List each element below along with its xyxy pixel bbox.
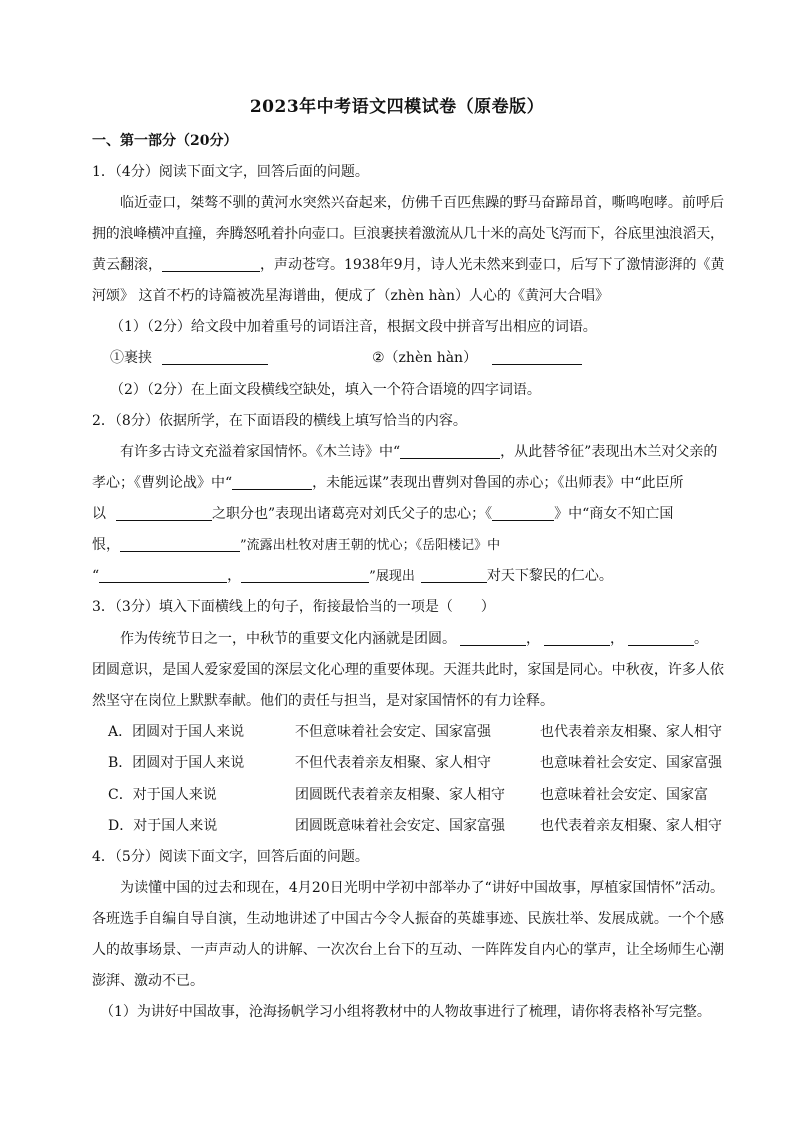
q3-blank-3[interactable] (628, 631, 694, 646)
q4-para-line3: 人的故事场景、一声声动人的讲解、一次次台上台下的互动、一阵阵发自内心的掌声，让全场师生心潮 (92, 942, 725, 958)
q1-text: ，声动苍穹。1938年9月，诗人光未然来到壶口，后写下了激情澎湃的《黄 (260, 257, 725, 273)
q3-para-line1 (120, 629, 708, 649)
q3-para-line2: 团圆意识，是国人爱家爱国的深层文化心理的重要体现。天涯共此时，家国是同心。中秋夜，许多人依 (92, 662, 725, 678)
option-part-c: 也代表着亲友相聚、家人相守 (540, 724, 722, 740)
option-part-b: 不但代表着亲友相聚、家人相守 (295, 755, 491, 771)
q1-sub2: （2）（2分）在上面文段横线空缺处，填入一个符合语境的四字词语。 (110, 382, 541, 398)
option-part-b: 团圆既代表着亲友相聚、家人相守 (295, 787, 505, 803)
q1-para-line2: 拥的浪峰横冲直撞，奔腾怒吼着扑向壶口。巨浪裹挟着激流从几十米的高处飞泻而下，谷底里浊浪滔天， (92, 226, 724, 242)
q2-text: ，从此替爷征”表现出木兰对父亲的 (500, 444, 718, 460)
q2-blank-4[interactable] (492, 506, 554, 521)
q1-para-line4: 河颂》 这首不朽的诗篇被冼星海谱曲，便成了（zhèn hàn）人心的《黄河大合唱》 (92, 288, 609, 304)
option-part-c: 也意味着社会安定、国家富 (540, 787, 708, 803)
q2-text: ”流露出杜牧对唐王朝的忧心；《岳阳楼记》中 (240, 538, 501, 553)
q3-text: ， (610, 631, 624, 647)
q2-text: 有许多古诗文充溢着家国情怀。《木兰诗》中“ (120, 444, 401, 460)
option-part-c: 也意味着社会安定、国家富强 (540, 755, 722, 771)
q1-sub1-a-blank[interactable] (162, 350, 268, 365)
q2-text: “ (92, 568, 100, 584)
q3-text: 作为传统节日之一，中秋节的重要文化内涵就是团圆。 (120, 631, 456, 647)
section-heading: 一、第一部分（20分） (92, 133, 238, 149)
q3-text: ， (526, 631, 540, 647)
q2-text: 孝心；《曹刿论战》中“ (92, 475, 233, 491)
q2-text: 恨， (92, 537, 120, 553)
q2-blank-3[interactable] (116, 506, 212, 521)
q1-para-line3 (92, 255, 725, 275)
q1-sub1-b-label: ②（zhèn hàn） (372, 350, 478, 366)
page-title: 2023年中考语文四模试卷（原卷版） (249, 97, 545, 117)
q3-blank-2[interactable] (544, 631, 610, 646)
q3-blank-1[interactable] (460, 631, 526, 646)
q1-sub1: （1）（2分）给文段中加着重号的词语注音，根据文段中拼音写出相应的词语。 (110, 319, 597, 335)
option-part-b: 不但意味着社会安定、国家富强 (295, 724, 491, 740)
q4-para-line4: 澎湃、激动不已。 (92, 973, 204, 989)
q2-blank-8[interactable] (421, 568, 487, 583)
q1-text: 黄云翻滚， (92, 257, 162, 273)
q1-sub1-item-a (110, 348, 268, 368)
q2-text: 》中“商女不知亡国 (554, 506, 674, 522)
q2-line4 (92, 535, 500, 556)
q2-text: ，未能远谋”表现出曹刿对鲁国的赤心；《出师表》中“此臣所 (312, 475, 684, 491)
q2-text: ， (227, 568, 242, 584)
q2-line3 (92, 504, 673, 524)
q4-para-line2: 各班选手自编自导自演，生动地讲述了中国古今令人振奋的英雄事迹、民族壮举、发展成就。一个个感 (92, 911, 725, 927)
option-label: C．对于国人来说 (108, 787, 217, 803)
q4-para-line1: 为读懂中国的过去和现在，4月20日光明中学初中部举办了“讲好中国故事，厚植家国情怀”活动。 (120, 880, 725, 896)
q3-stem: 3．（3分）填入下面横线上的句子，衔接最恰当的一项是（ ） (92, 599, 495, 615)
q2-blank-6[interactable] (99, 568, 227, 583)
q2-text: 以 (92, 506, 106, 522)
q2-text: ”展现出 (369, 569, 415, 584)
q1-answer-blank[interactable] (162, 257, 260, 272)
q3-para-line3: 然坚守在岗位上默默奉献。他们的责任与担当，是对家国情怀的有力诠释。 (92, 693, 554, 709)
q1-para-line1: 临近壶口，桀骜不驯的黄河水突然兴奋起来，仿佛千百匹焦躁的野马奋蹄昂首，嘶鸣咆哮。前呼后 (120, 195, 725, 211)
option-label: A．团圆对于国人来说 (108, 724, 245, 740)
q2-stem: 2．（8分）依据所学，在下面语段的横线上填写恰当的内容。 (92, 413, 467, 429)
q2-text: 之职分也”表现出诸葛亮对刘氏父子的忠心；《 (212, 506, 493, 522)
q2-line1 (120, 442, 717, 462)
q2-line2 (92, 473, 684, 493)
q1-sub1-a-label: ①裹挟 (110, 350, 152, 366)
q1-stem: 1．（4分）阅读下面文字，回答后面的问题。 (92, 164, 369, 180)
q2-text: 对天下黎民的仁心。 (486, 568, 613, 584)
q3-text: 。 (694, 631, 708, 647)
option-label: B．团圆对于国人来说 (108, 755, 245, 771)
q1-sub1-item-b (372, 348, 582, 368)
q2-blank-2[interactable] (232, 475, 312, 490)
q2-blank-1[interactable] (400, 444, 500, 459)
q2-blank-7[interactable] (241, 568, 369, 583)
option-part-c: 也代表着亲友相聚、家人相守 (540, 818, 722, 834)
q2-blank-5[interactable] (120, 537, 240, 552)
q1-sub1-b-blank[interactable] (492, 350, 582, 365)
option-label: D．对于国人来说 (108, 818, 218, 834)
q2-line5 (92, 566, 613, 587)
q4-stem: 4．（5分）阅读下面文字，回答后面的问题。 (92, 849, 369, 865)
option-part-b: 团圆既意味着社会安定、国家富强 (295, 818, 505, 834)
q4-sub1: （1）为讲好中国故事，沧海扬帆学习小组将教材中的人物故事进行了梳理，请你将表格补写完整。 (100, 1004, 711, 1020)
